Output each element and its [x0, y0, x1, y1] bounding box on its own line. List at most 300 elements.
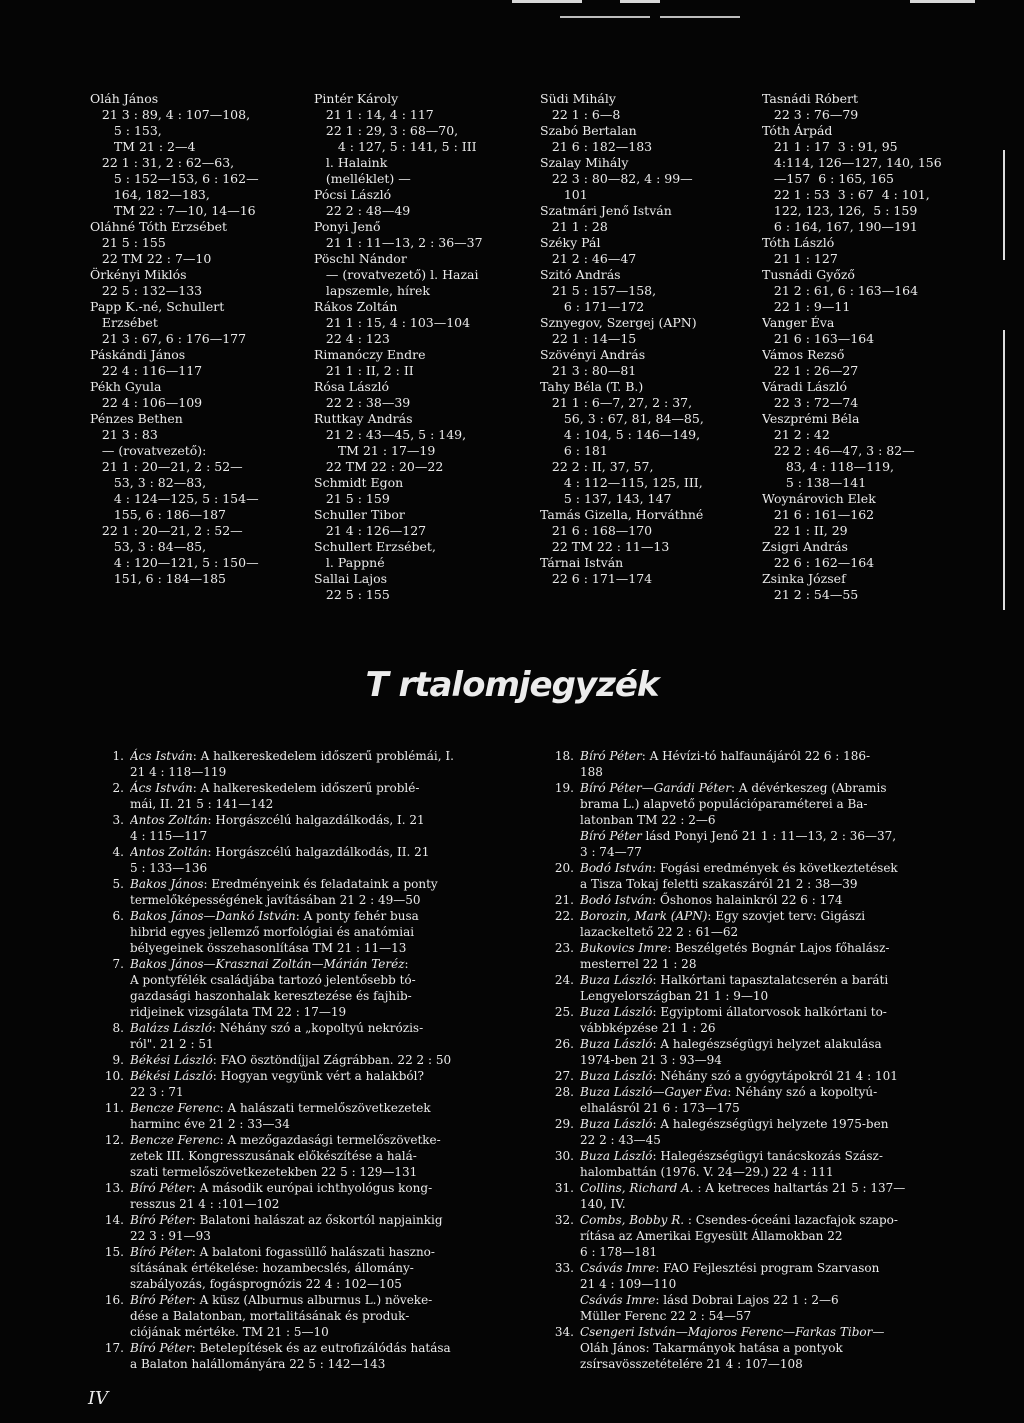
reference-entry	[90, 956, 520, 1020]
top-rule	[512, 0, 582, 3]
index-entry-line: 21 1 : 15, 4 : 103—104	[314, 315, 471, 330]
index-entry-line: 21 3 : 83	[90, 427, 158, 442]
reference-author: Buza László	[580, 1069, 653, 1083]
reference-number: 6.	[112, 909, 124, 923]
reference-title: : Egy szovjet terv: Gigászi	[707, 909, 866, 923]
reference-number: 34.	[554, 1325, 574, 1339]
reference-number: 18.	[554, 749, 574, 763]
reference-title: : A halegészségügyi helyzet alakulása	[652, 1037, 882, 1051]
reference-first-line	[580, 1004, 988, 1020]
reference-author: Bíró Péter	[130, 1181, 192, 1195]
index-entry-line: Woynárovich Elek	[762, 491, 876, 506]
reference-number: 23.	[554, 941, 574, 955]
reference-number: 24.	[554, 973, 574, 987]
index-entry-line: 4 : 112—115, 125, III,	[540, 475, 703, 490]
reference-first-line	[130, 876, 520, 892]
reference-first-line	[130, 1212, 520, 1228]
reference-author: Collins, Richard A.	[580, 1181, 694, 1195]
index-entry-line: 21 1 : 20—21, 2 : 52—	[90, 459, 243, 474]
index-entry-line: Ruttkay András	[314, 411, 413, 426]
edge-mark	[1003, 150, 1005, 260]
index-entry-line: 21 2 : 42	[762, 427, 830, 442]
reference-title: : Halkórtani tapasztalatcserén a baráti	[652, 973, 889, 987]
reference-line: zetek III. Kongresszusának előkészítése a halá-	[130, 1149, 417, 1163]
reference-line: resszus 21 4 : :101—102	[130, 1197, 280, 1211]
reference-number: 33.	[554, 1261, 574, 1275]
reference-line: ról". 21 2 : 51	[130, 1037, 214, 1051]
reference-entry	[540, 908, 988, 940]
reference-title: : Hogyan vegyünk vért a halakból?	[212, 1069, 424, 1083]
index-entry-line: Szatmári Jenő István	[540, 203, 672, 218]
index-entry-line: 22 4 : 123	[314, 331, 390, 346]
index-entry-line: 22 2 : II, 37, 57,	[540, 459, 654, 474]
reference-entry	[90, 1068, 520, 1100]
reference-entry	[90, 908, 520, 956]
index-entry-line: l. Pappné	[314, 555, 385, 570]
index-entry-line: 22 1 : 31, 2 : 62—63,	[90, 155, 235, 170]
reference-first-line	[580, 972, 988, 988]
index-entry-line: 22 TM 22 : 20—22	[314, 459, 444, 474]
reference-first-line	[580, 1180, 988, 1196]
reference-first-line	[130, 812, 520, 828]
reference-first-line	[580, 1084, 988, 1100]
reference-line: elhalásról 21 6 : 173—175	[580, 1101, 740, 1115]
index-entry-line: 5 : 153,	[90, 123, 162, 138]
reference-first-line	[130, 1244, 520, 1260]
reference-line: latonban TM 22 : 2—6	[580, 813, 716, 827]
reference-title: : FAO ösztöndíjjal Zágrábban. 22 2 : 50	[212, 1053, 452, 1067]
reference-first-line	[130, 908, 520, 924]
index-entry-line: Szalay Mihály	[540, 155, 629, 170]
index-entry-line: 22 2 : 48—49	[314, 203, 411, 218]
reference-number: 12.	[104, 1133, 124, 1147]
reference-entry	[90, 844, 520, 876]
reference-number: 14.	[104, 1213, 124, 1227]
reference-author: Bíró Péter	[580, 829, 642, 843]
index-entry-line: Pénzes Bethen	[90, 411, 183, 426]
reference-number: 4.	[112, 845, 124, 859]
reference-line: Lengyelországban 21 1 : 9—10	[580, 989, 769, 1003]
reference-number: 5.	[112, 877, 124, 891]
reference-author: Ács István	[130, 781, 193, 795]
reference-first-line	[580, 828, 988, 844]
index-entry-line: 22 1 : II, 29	[762, 523, 848, 538]
reference-first-line	[130, 956, 520, 972]
reference-title: : A küsz (Alburnus alburnus L.) növeke-	[191, 1293, 433, 1307]
index-entry-line: Szitó András	[540, 267, 621, 282]
reference-entry	[540, 1324, 988, 1372]
reference-first-line	[130, 1068, 520, 1084]
reference-title: : Balatoni halászat az őskortól napjainkig	[191, 1213, 443, 1227]
index-column-2	[314, 91, 554, 603]
reference-line: Oláh János: Takarmányok hatása a pontyok	[580, 1341, 843, 1355]
reference-entry	[90, 1020, 520, 1052]
reference-author: Balázs László	[130, 1021, 212, 1035]
index-entry-line: 22 4 : 106—109	[90, 395, 203, 410]
reference-entry	[90, 1180, 520, 1212]
reference-number: 17.	[104, 1341, 124, 1355]
reference-title: : A Hévízi-tó halfaunájáról 22 6 : 186-	[641, 749, 871, 763]
reference-number: 1.	[112, 749, 124, 763]
index-entry-line: Páskándi János	[90, 347, 186, 362]
reference-number: 31.	[554, 1181, 574, 1195]
reference-number: 13.	[104, 1181, 124, 1195]
reference-author: Bencze Ferenc	[130, 1101, 220, 1115]
top-rule	[660, 16, 740, 18]
reference-title: : Fogási eredmények és következtetések	[652, 861, 898, 875]
reference-number: 28.	[554, 1085, 574, 1099]
reference-author: Bukovics Imre	[580, 941, 668, 955]
reference-first-line	[130, 748, 520, 764]
reference-line: 5 : 133—136	[130, 861, 208, 875]
reference-author: Csávás Imre	[580, 1293, 656, 1307]
index-entry-line: TM 22 : 7—10, 14—16	[90, 203, 256, 218]
index-entry-line: Váradi László	[762, 379, 848, 394]
reference-author: Antos Zoltán	[130, 813, 208, 827]
index-entry-line: Vanger Éva	[762, 315, 835, 330]
reference-first-line	[130, 844, 520, 860]
index-entry-line: Pöschl Nándor	[314, 251, 407, 266]
index-entry-line: 6 : 181	[540, 443, 608, 458]
index-entry-line: 53, 3 : 82—83,	[90, 475, 207, 490]
reference-entry	[540, 1004, 988, 1036]
reference-title: : Néhány szó a gyógytápokról 21 4 : 101	[652, 1069, 898, 1083]
index-entry-line: 56, 3 : 67, 81, 84—85,	[540, 411, 704, 426]
reference-line: szati termelőszövetkezetekben 22 5 : 129—131	[130, 1165, 418, 1179]
index-entry-line: 4 : 124—125, 5 : 154—	[90, 491, 259, 506]
index-entry-line: Oláh János	[90, 91, 159, 106]
reference-title: : Eredményeink és feladataink a ponty	[203, 877, 438, 891]
reference-author: Bíró Péter	[130, 1213, 192, 1227]
reference-author: Buza László	[580, 1005, 653, 1019]
reference-first-line	[130, 1020, 520, 1036]
index-entry-line: Pékh Gyula	[90, 379, 162, 394]
index-entry-line: 21 1 : 14, 4 : 117	[314, 107, 434, 122]
reference-author: Békési László	[130, 1053, 213, 1067]
reference-title: : Halegészségügyi tanácskozás Szász-	[652, 1149, 883, 1163]
reference-title: :	[404, 957, 409, 971]
index-entry-line: 21 6 : 161—162	[762, 507, 875, 522]
index-entry-line: 151, 6 : 184—185	[90, 571, 226, 586]
reference-author: Bíró Péter—Garádi Péter	[580, 781, 731, 795]
reference-first-line	[580, 1148, 988, 1164]
index-entry-line: Tóth Árpád	[762, 123, 833, 138]
reference-entry	[90, 1132, 520, 1180]
reference-first-line	[130, 780, 520, 796]
reference-author: Bodó István	[580, 861, 653, 875]
reference-entry	[540, 1116, 988, 1148]
index-entry-line: 22 3 : 72—74	[762, 395, 859, 410]
reference-author: Buza László—Gayer Éva	[580, 1085, 728, 1099]
index-entry-line: 21 2 : 61, 6 : 163—164	[762, 283, 919, 298]
reference-number	[540, 1292, 580, 1324]
index-entry-line: 21 5 : 159	[314, 491, 390, 506]
reference-line: ciójának mértéke. TM 21 : 5—10	[130, 1325, 329, 1339]
index-entry-line: 21 5 : 155	[90, 235, 166, 250]
index-entry-line: Veszprémi Béla	[762, 411, 860, 426]
references-left-column	[90, 748, 520, 1372]
index-entry-line: 22 3 : 76—79	[762, 107, 859, 122]
reference-title: : Őshonos halainkról 22 6 : 174	[652, 893, 843, 907]
reference-author: Buza László	[580, 1149, 653, 1163]
index-entry-line: Papp K.-né, Schullert	[90, 299, 225, 314]
reference-number: 32.	[554, 1213, 574, 1227]
reference-title: : FAO Fejlesztési program Szarvason	[655, 1261, 880, 1275]
index-entry-line: 21 2 : 43—45, 5 : 149,	[314, 427, 467, 442]
reference-number: 9.	[112, 1053, 124, 1067]
reference-line: 1974-ben 21 3 : 93—94	[580, 1053, 722, 1067]
reference-author: Bíró Péter	[130, 1341, 192, 1355]
reference-first-line	[580, 1036, 988, 1052]
reference-entry	[540, 748, 988, 780]
reference-line: 188	[580, 765, 603, 779]
index-entry-line: 22 2 : 38—39	[314, 395, 411, 410]
reference-number: 7.	[112, 957, 124, 971]
reference-author: Csávás Imre	[580, 1261, 656, 1275]
index-entry-line: Tasnádi Róbert	[762, 91, 859, 106]
reference-first-line	[130, 1340, 520, 1356]
reference-entry	[540, 1036, 988, 1068]
reference-first-line	[580, 1068, 988, 1084]
index-entry-line: 5 : 152—153, 6 : 162—	[90, 171, 259, 186]
index-entry-line: Schullert Erzsébet,	[314, 539, 436, 554]
index-entry-line: 22 4 : 116—117	[90, 363, 203, 378]
reference-title: : A halkereskedelem időszerű problémái, I.	[192, 749, 454, 763]
reference-line: mesterrel 22 1 : 28	[580, 957, 697, 971]
reference-author: Combs, Bobby R.	[580, 1213, 685, 1227]
reference-author: Csengeri István—Majoros Ferenc—Farkas Tibor—	[580, 1325, 885, 1339]
index-entry-line: 164, 182—183,	[90, 187, 210, 202]
index-entry-line: 21 1 : 127	[762, 251, 838, 266]
top-rule	[620, 0, 660, 3]
reference-title: : A ponty fehér busa	[295, 909, 419, 923]
reference-number: 11.	[104, 1101, 124, 1115]
index-entry-line: Ponyi Jenő	[314, 219, 381, 234]
index-entry-line: TM 21 : 17—19	[314, 443, 436, 458]
reference-entry	[90, 876, 520, 908]
reference-line: 22 2 : 43—45	[580, 1133, 661, 1147]
reference-line: a Tisza Tokaj feletti szakaszáról 21 2 : 38—39	[580, 877, 858, 891]
reference-number: 15.	[104, 1245, 124, 1259]
index-entry-line: Pintér Károly	[314, 91, 399, 106]
reference-line: 3 : 74—77	[580, 845, 642, 859]
index-entry-line: 6 : 171—172	[540, 299, 645, 314]
reference-line: 6 : 178—181	[580, 1245, 658, 1259]
reference-first-line	[580, 860, 988, 876]
index-entry-line: Erzsébet	[90, 315, 158, 330]
reference-line: 21 4 : 118—119	[130, 765, 227, 779]
reference-author: Bíró Péter	[130, 1293, 192, 1307]
reference-line: Müller Ferenc 22 2 : 54—57	[580, 1309, 752, 1323]
reference-line: mái, II. 21 5 : 141—142	[130, 797, 274, 811]
reference-author: Borozin, Mark (APN)	[580, 909, 708, 923]
reference-entry	[540, 892, 988, 908]
index-entry-line: 21 6 : 168—170	[540, 523, 653, 538]
index-entry-line: Rákos Zoltán	[314, 299, 398, 314]
reference-title: : A halászati termelőszövetkezetek	[219, 1101, 431, 1115]
reference-number: 16.	[104, 1293, 124, 1307]
reference-first-line	[130, 1100, 520, 1116]
reference-number: 19.	[554, 781, 574, 795]
reference-title: : lásd Dobrai Lajos 22 1 : 2—6	[655, 1293, 839, 1307]
reference-number: 21.	[554, 893, 574, 907]
index-entry-line: Zsigri András	[762, 539, 848, 554]
reference-first-line	[580, 1292, 988, 1308]
reference-line: a Balaton halállományára 22 5 : 142—143	[130, 1357, 386, 1371]
index-entry-line: l. Halaink	[314, 155, 388, 170]
reference-number	[540, 828, 580, 860]
reference-title: : A halegészségügyi helyzete 1975-ben	[652, 1117, 889, 1131]
index-entry-line: Sallai Lajos	[314, 571, 388, 586]
index-column-4	[762, 91, 1002, 603]
index-entry-line: Szövényi András	[540, 347, 646, 362]
reference-entry	[90, 812, 520, 844]
reference-line: ridjeinek vizsgálata TM 22 : 17—19	[130, 1005, 347, 1019]
index-entry-line: Tóth László	[762, 235, 835, 250]
index-entry-line: 22 1 : 20—21, 2 : 52—	[90, 523, 243, 538]
reference-line: 21 4 : 109—110	[580, 1277, 677, 1291]
reference-number: 10.	[104, 1069, 124, 1083]
reference-first-line	[580, 1212, 988, 1228]
reference-entry	[90, 1340, 520, 1372]
reference-entry	[540, 828, 988, 860]
reference-entry	[540, 972, 988, 1004]
index-entry-line: 122, 123, 126, 5 : 159	[762, 203, 918, 218]
reference-entry	[90, 1100, 520, 1132]
index-entry-line: 21 6 : 163—164	[762, 331, 875, 346]
index-entry-line: 22 1 : 6—8	[540, 107, 621, 122]
index-entry-line: 21 1 : II, 2 : II	[314, 363, 414, 378]
reference-first-line	[130, 1292, 520, 1308]
index-entry-line: lapszemle, hírek	[314, 283, 430, 298]
reference-author: Bíró Péter	[580, 749, 642, 763]
reference-entry	[90, 1212, 520, 1244]
index-entry-line: 22 5 : 132—133	[90, 283, 203, 298]
index-entry-line: Tusnádi Győző	[762, 267, 855, 282]
reference-line: lazackeltető 22 2 : 61—62	[580, 925, 739, 939]
index-entry-line: —157 6 : 165, 165	[762, 171, 895, 186]
index-entry-line: 83, 4 : 118—119,	[762, 459, 894, 474]
index-entry-line: 21 3 : 89, 4 : 107—108,	[90, 107, 251, 122]
index-entry-line: 4 : 104, 5 : 146—149,	[540, 427, 701, 442]
reference-entry	[90, 1052, 520, 1068]
reference-entry	[540, 1084, 988, 1116]
reference-line: termelőképességének javításában 21 2 : 49—50	[130, 893, 421, 907]
index-entry-line: 22 6 : 162—164	[762, 555, 875, 570]
index-entry-line: 21 1 : 17 3 : 91, 95	[762, 139, 898, 154]
index-entry-line: 22 1 : 9—11	[762, 299, 851, 314]
index-entry-line: 53, 3 : 84—85,	[90, 539, 207, 554]
index-entry-line: 21 1 : 28	[540, 219, 608, 234]
reference-line: 22 3 : 91—93	[130, 1229, 211, 1243]
index-entry-line: Südi Mihály	[540, 91, 616, 106]
index-entry-line: — (rovatvezető):	[90, 443, 207, 458]
reference-entry	[540, 860, 988, 892]
section-heading: T rtalomjegyzék	[365, 665, 659, 705]
reference-first-line	[580, 908, 988, 924]
reference-author: Bakos János—Dankó István	[130, 909, 296, 923]
index-entry-line: 6 : 164, 167, 190—191	[762, 219, 918, 234]
index-entry-line: 22 1 : 14—15	[540, 331, 637, 346]
reference-number: 22.	[554, 909, 574, 923]
reference-number: 29.	[554, 1117, 574, 1131]
index-entry-line: (melléklet) —	[314, 171, 411, 186]
reference-line: brama L.) alapvető populációparaméterei a Ba-	[580, 797, 868, 811]
index-entry-line: 22 TM 22 : 7—10	[90, 251, 212, 266]
reference-author: Buza László	[580, 973, 653, 987]
reference-entry	[90, 1292, 520, 1340]
reference-title: : Horgászcélú halgazdálkodás, I. 21	[207, 813, 425, 827]
top-rule	[560, 16, 650, 18]
index-entry-line: 21 2 : 54—55	[762, 587, 859, 602]
reference-author: Ács István	[130, 749, 193, 763]
reference-title: : Betelepítések és az eutrofizálódás hatása	[191, 1341, 451, 1355]
reference-line: 4 : 115—117	[130, 829, 208, 843]
index-entry-line: Tamás Gizella, Horváthné	[540, 507, 704, 522]
index-entry-line: Pócsi László	[314, 187, 392, 202]
index-entry-line: Schmidt Egon	[314, 475, 404, 490]
reference-title: : A dévérkeszeg (Abramis	[731, 781, 887, 795]
reference-title: lásd Ponyi Jenő 21 1 : 11—13, 2 : 36—37,	[641, 829, 897, 843]
index-entry-line: 22 1 : 53 3 : 67 4 : 101,	[762, 187, 930, 202]
index-entry-line: 21 1 : 6—7, 27, 2 : 37,	[540, 395, 693, 410]
reference-author: Bakos János—Krasznai Zoltán—Márián Teréz	[130, 957, 405, 971]
reference-first-line	[130, 1180, 520, 1196]
index-entry-line: 22 1 : 29, 3 : 68—70,	[314, 123, 459, 138]
index-entry-line: Schuller Tibor	[314, 507, 405, 522]
reference-title: : A halkereskedelem időszerű problé-	[192, 781, 420, 795]
reference-line: vábbképzése 21 1 : 26	[580, 1021, 716, 1035]
reference-title: : Horgászcélú halgazdálkodás, II. 21	[207, 845, 430, 859]
reference-first-line	[580, 892, 988, 908]
index-entry-line: 21 3 : 80—81	[540, 363, 637, 378]
reference-entry	[540, 940, 988, 972]
reference-title: : Néhány szó a kopoltyú-	[727, 1085, 878, 1099]
index-column-1	[90, 91, 330, 587]
index-entry-line: Rósa László	[314, 379, 390, 394]
reference-line: szabályozás, fogásprognózis 22 4 : 102—105	[130, 1277, 402, 1291]
reference-line: hibrid egyes jellemző morfológiai és anatómiai	[130, 925, 415, 939]
reference-line: bélyegeinek összehasonlítása TM 21 : 11—13	[130, 941, 407, 955]
reference-number: 26.	[554, 1037, 574, 1051]
index-entry-line: 21 5 : 157—158,	[540, 283, 657, 298]
reference-entry	[540, 1180, 988, 1212]
index-entry-line: 22 1 : 26—27	[762, 363, 859, 378]
reference-entry	[540, 1212, 988, 1260]
reference-line: dése a Balatonban, mortalitásának és produk-	[130, 1309, 410, 1323]
index-entry-line: Szabó Bertalan	[540, 123, 637, 138]
reference-author: Buza László	[580, 1117, 653, 1131]
index-entry-line: 5 : 137, 143, 147	[540, 491, 672, 506]
index-entry-line: Oláhné Tóth Erzsébet	[90, 219, 228, 234]
reference-number: 20.	[554, 861, 574, 875]
reference-line: zsírsavösszetételére 21 4 : 107—108	[580, 1357, 803, 1371]
index-entry-line: Rimanóczy Endre	[314, 347, 426, 362]
reference-first-line	[580, 1116, 988, 1132]
reference-title: : Csendes-óceáni lazacfajok szapo-	[684, 1213, 898, 1227]
reference-title: : Beszélgetés Bognár Lajos főhalász-	[667, 941, 890, 955]
index-column-3	[540, 91, 780, 587]
reference-number: 30.	[554, 1149, 574, 1163]
reference-author: Békési László	[130, 1069, 213, 1083]
reference-entry	[540, 780, 988, 828]
reference-number: 27.	[554, 1069, 574, 1083]
reference-title: : A balatoni fogassüllő halászati haszno-	[191, 1245, 435, 1259]
references-right-column	[540, 748, 988, 1372]
top-rule	[910, 0, 975, 3]
reference-author: Bíró Péter	[130, 1245, 192, 1259]
reference-title: : Néhány szó a „kopoltyú nekrózis-	[211, 1021, 424, 1035]
